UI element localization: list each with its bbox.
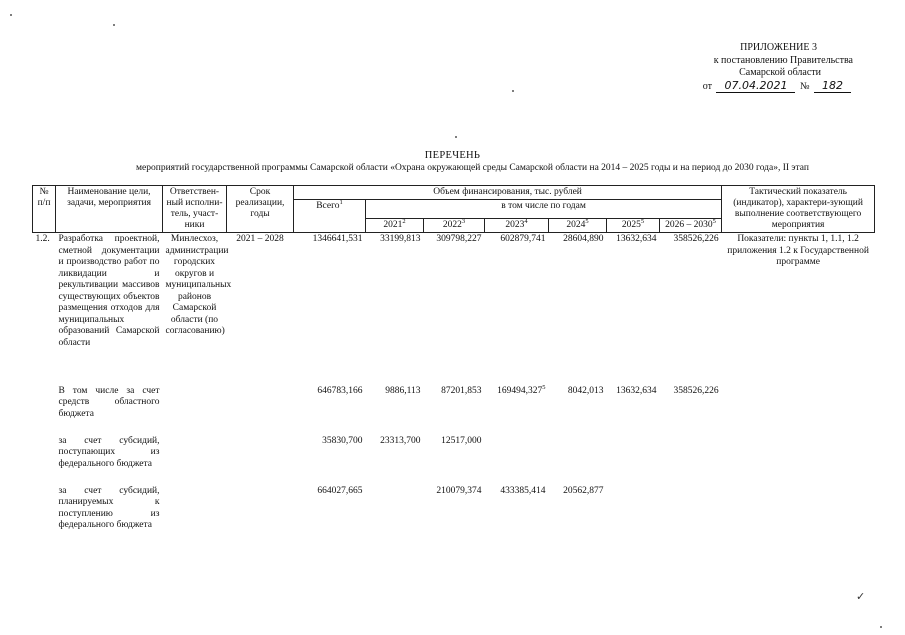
header-year-2023: 2023$^4$ xyxy=(485,219,549,233)
cell-term xyxy=(227,385,294,435)
cell-2022: 12517,000 xyxy=(441,435,482,446)
cell-responsible xyxy=(163,385,227,435)
cell-no xyxy=(33,485,56,545)
scan-speck xyxy=(512,90,514,92)
appendix-date-line xyxy=(703,80,853,94)
header-year-2021: 2021$^2$ xyxy=(366,219,424,233)
cell-indicator xyxy=(722,435,875,485)
header-row-1 xyxy=(33,186,875,200)
cell-2021: 9886,113 xyxy=(385,385,421,396)
scan-speck xyxy=(113,24,115,26)
cell-total: 646783,166 xyxy=(317,385,363,396)
cell-2021: 33199,813 xyxy=(380,234,421,244)
handwritten-number: 182 xyxy=(814,80,851,93)
cell-2024 xyxy=(549,435,607,485)
header-year-2024: 2024$^5$ xyxy=(549,219,607,233)
header-year-2025: 2025$^5$ xyxy=(607,219,660,233)
appendix-line-1: к постановлению Правительства xyxy=(713,54,853,66)
cell-2024: 28604,890 xyxy=(563,234,604,244)
cell-term xyxy=(227,435,294,485)
number-label: № xyxy=(799,80,810,92)
cell-2026-2030 xyxy=(660,435,722,485)
appendix-line-2: Самарской области xyxy=(739,67,821,78)
scan-speck xyxy=(455,136,457,138)
header-year-2026-2030: 2026 – 2030$^5$ xyxy=(660,219,722,233)
document-subtitle: мероприятий государственной программы Самарской области «Охрана окружающей среды Самарской области на 2014 – 2025 годы и на период до 2030 года», II этап xyxy=(136,163,809,173)
cell-2026-2030: 358526,226 xyxy=(673,234,719,244)
scan-mark: ✓ xyxy=(856,591,866,603)
cell-name: В том числе за счет средств областного бюджета xyxy=(58,385,160,419)
table-row xyxy=(33,485,875,545)
cell-no: 1.2. xyxy=(35,234,50,244)
from-label: от xyxy=(702,80,712,92)
table-row xyxy=(33,385,875,435)
cell-2024: 20562,877 xyxy=(563,485,604,496)
header-funding: Объем финансирования, тыс. рублей xyxy=(294,186,722,200)
cell-2026-2030 xyxy=(660,485,722,545)
cell-2025 xyxy=(607,485,660,545)
cell-no xyxy=(33,435,56,485)
header-total: Всего$^1$ xyxy=(294,200,366,233)
measures-table xyxy=(32,185,875,545)
cell-2023: 602879,741 xyxy=(500,234,546,244)
header-by-years: в том числе по годам xyxy=(366,200,722,219)
cell-responsible: Минлесхоз, администрации городских округов и муниципальных районов Самарской области (по согласованию) xyxy=(165,234,232,336)
header-indicator: Тактический показатель (индикатор), характери-зующий выполнение соответствующего мероприятия xyxy=(722,186,875,233)
cell-2021 xyxy=(366,485,424,545)
scan-speck xyxy=(10,14,12,16)
cell-2024: 8042,013 xyxy=(567,385,604,396)
header-responsible: Ответствен-ный исполни-тель, участ-ники xyxy=(163,186,227,233)
cell-name: за счет субсидий, поступающих из федерального бюджета xyxy=(58,435,160,469)
cell-responsible xyxy=(163,435,227,485)
cell-name: за счет субсидий, планируемых к поступлению из федерального бюджета xyxy=(58,485,160,530)
cell-2022: 87201,853 xyxy=(441,385,482,396)
document-heading xyxy=(0,150,905,173)
cell-2023: 169494,327$^5$ xyxy=(497,383,546,396)
cell-2025: 13632,634 xyxy=(616,385,657,396)
cell-total: 1346641,531 xyxy=(312,234,363,244)
cell-2023: 433385,414 xyxy=(500,485,546,496)
cell-indicator xyxy=(722,485,875,545)
cell-term: 2021 – 2028 xyxy=(236,234,284,244)
cell-responsible xyxy=(163,485,227,545)
cell-indicator: Показатели: пункты 1, 1.1, 1.2 приложения 1.2 к Государственной программе xyxy=(727,234,869,267)
scan-speck xyxy=(880,626,882,628)
handwritten-date: 07.04.2021 xyxy=(716,80,795,93)
cell-2023 xyxy=(485,435,549,485)
header-year-2022: 2022$^3$ xyxy=(424,219,485,233)
cell-2025: 13632,634 xyxy=(616,234,657,244)
cell-name: Разработка проектной, сметной документации и производство работ по ликвидации и рекультивации массивов существующих объектов размещения отходов для муниципальных образований Самарской области xyxy=(58,234,160,348)
header-no: № п/п xyxy=(33,186,56,233)
cell-2021: 23313,700 xyxy=(380,435,421,446)
header-term: Срок реализации, годы xyxy=(227,186,294,233)
document-title: ПЕРЕЧЕНЬ xyxy=(424,150,481,161)
cell-total: 664027,665 xyxy=(317,485,363,496)
cell-2022: 210079,374 xyxy=(436,485,482,496)
cell-term xyxy=(227,485,294,545)
cell-2022: 309798,227 xyxy=(436,234,482,244)
appendix-title: ПРИЛОЖЕНИЕ 3 xyxy=(740,42,817,53)
table-row xyxy=(33,435,875,485)
cell-2026-2030: 358526,226 xyxy=(673,385,719,396)
table-row xyxy=(33,233,875,385)
header-name: Наименование цели, задачи, мероприятия xyxy=(56,186,163,233)
cell-no xyxy=(33,385,56,435)
appendix-block xyxy=(703,42,853,93)
cell-indicator xyxy=(722,385,875,435)
cell-2025 xyxy=(607,435,660,485)
cell-total: 35830,700 xyxy=(322,435,363,446)
